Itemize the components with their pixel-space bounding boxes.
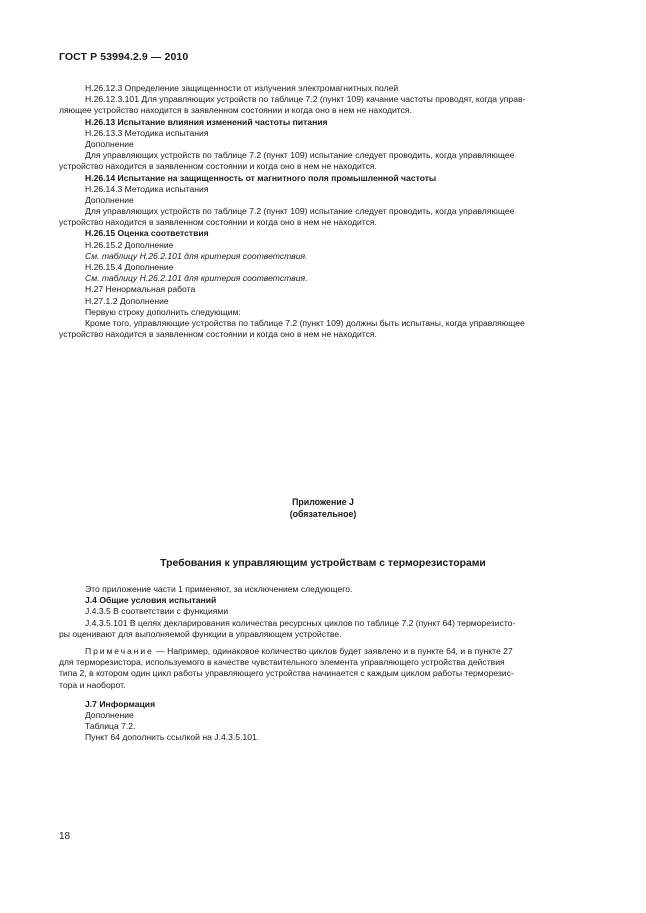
annex-label: Приложение J — [292, 497, 354, 507]
clause-line: ры оценивают для выполняемой функции в управляющем устройстве. — [59, 628, 342, 639]
clause-line: Дополнение — [85, 194, 134, 205]
note-text: — Например, одинаковое количество циклов будет заявлено и в пункте 64, и в пункте 27 — [153, 645, 513, 656]
clauses-h26 — [59, 83, 589, 340]
clause-line: Дополнение — [85, 709, 134, 720]
clauses-j — [59, 584, 589, 743]
note-label: Примечание — [85, 645, 154, 656]
clause-line: Н.26.15.2 Дополнение — [85, 239, 174, 250]
clause-line: Н.27 Ненормальная работа — [85, 284, 196, 295]
note-line: тора и наоборот. — [59, 679, 126, 690]
clause-line: Таблица 7.2. — [85, 721, 136, 732]
annex-status: (обязательное) — [289, 508, 357, 519]
clause-line: ляющее устройство находится в заявленном состоянии и когда оно в нем не находится. — [59, 105, 412, 116]
clause-line: См. таблицу Н.26.2.101 для критерия соответствия. — [85, 273, 308, 284]
clause-heading: Н.26.15 Оценка соответствия — [85, 228, 209, 239]
clause-line: Для управляющих устройств по таблице 7.2 (пункт 109) испытание следует проводить, когда управляющее — [85, 206, 515, 217]
clause-line: устройство находится в заявленном состоянии и когда оно в нем не находится. — [59, 161, 377, 172]
clause-line: Н.27.1.2 Дополнение — [85, 295, 169, 306]
clause-line: Для управляющих устройств по таблице 7.2 (пункт 109) испытание следует проводить, когда управляющее — [85, 150, 515, 161]
clause-line: Это приложение части 1 применяют, за исключением следующего. — [85, 584, 353, 594]
clause-heading: Н.26.14 Испытание на защищенность от магнитного поля промышленной частоты — [85, 172, 437, 183]
clause-heading: J.7 Информация — [85, 698, 156, 709]
clause-line: Кроме того, управляющие устройства по таблице 7.2 (пункт 109) должны быть испытаны, когда управляющее — [85, 317, 525, 328]
annex-title — [0, 497, 646, 520]
clause-line: См. таблицу Н.26.2.101 для критерия соответствия. — [85, 250, 308, 261]
clause-line: Н.26.13.3 Методика испытания — [85, 127, 209, 138]
clause-heading: J.4 Общие условия испытаний — [85, 595, 217, 606]
note-line — [59, 646, 589, 657]
clause-heading: Н.26.13 Испытание влияния изменений частоты питания — [85, 116, 328, 127]
clause-line: J.4.3.5 В соответствии с функциями — [85, 606, 229, 617]
clause-line: Н.26.12.3 Определение защищенности от излучения электромагнитных полей — [85, 83, 399, 93]
document-header: ГОСТ Р 53994.2.9 — 2010 — [59, 51, 189, 63]
clause-line: Н.26.12.3.101 Для управляющих устройств по таблице 7.2 (пункт 109) качание частоты проводят, когда управ- — [85, 94, 526, 105]
clause-line: Н.26.14.3 Методика испытания — [85, 183, 209, 194]
note-line: типа 2, в котором один цикл работы управляющего устройства начинается с каждым циклом работы терморезис- — [59, 668, 514, 679]
annex-heading: Требования к управляющим устройствам с терморезисторами — [160, 558, 486, 569]
clause-line: Пункт 64 дополнить ссылкой на J.4.3.5.101. — [85, 732, 260, 743]
clause-line: Первую строку дополнить следующим: — [85, 306, 241, 317]
clause-line: J.4.3.5.101 В целях декларирования количества ресурсных циклов по таблице 7.2 (пункт 64) терморезисто- — [85, 617, 516, 628]
clause-line: устройство находится в заявленном состоянии и когда оно в нем не находится. — [59, 217, 377, 228]
note-line: для терморезистора, используемого в качестве чувствительного элемента управляющего устройства действия — [59, 657, 505, 668]
page-number: 18 — [59, 831, 71, 842]
clause-line: Н.26.15.4 Дополнение — [85, 262, 174, 272]
clause-line: устройство находится в заявленном состоянии и когда оно в нем не находится. — [59, 329, 377, 340]
clause-line: Дополнение — [85, 138, 134, 149]
